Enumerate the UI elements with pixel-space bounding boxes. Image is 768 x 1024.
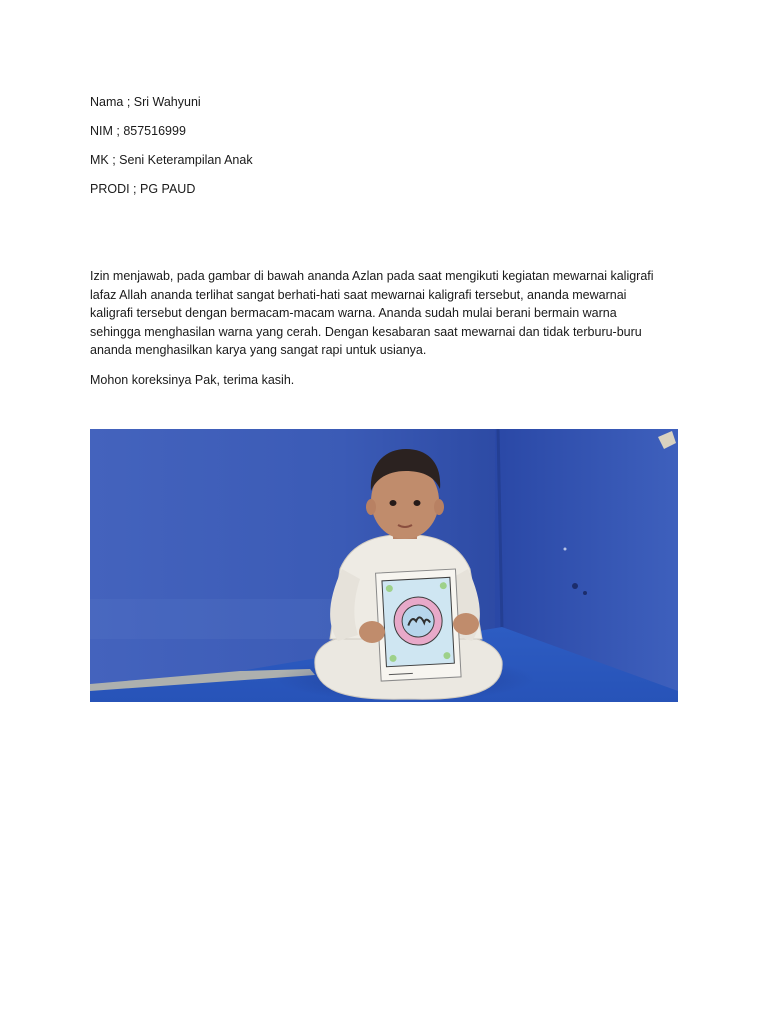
wall-spot: [564, 548, 567, 551]
calligraphy-paper: [376, 569, 462, 681]
child-right-hand: [453, 613, 479, 635]
paragraph-line: sehingga menghasilan warna yang cerah. Dengan kesabaran saat mewarnai dan tidak terburu-buru: [90, 324, 642, 339]
photo-illustration: [90, 429, 678, 702]
child-left-hand: [359, 621, 385, 643]
closing-note: Mohon koreksinya Pak, terima kasih.: [90, 373, 295, 387]
paragraph-line: Izin menjawab, pada gambar di bawah ananda Azlan pada saat mengikuti kegiatan mewarnai kaligrafi: [90, 269, 654, 283]
child-ear: [366, 499, 376, 515]
student-nim: NIM ; 857516999: [90, 124, 186, 138]
study-program: PRODI ; PG PAUD: [90, 182, 196, 196]
child-eye: [414, 500, 421, 506]
paragraph-line: lafaz Allah ananda terlihat sangat berhati-hati saat mewarnai kaligrafi tersebut, ananda mewarnai: [90, 287, 627, 302]
student-name: Nama ; Sri Wahyuni: [90, 95, 201, 109]
paragraph-line: ananda menghasilkan karya yang sangat rapi untuk usianya.: [90, 343, 427, 358]
wall-spot: [572, 583, 578, 589]
course-name: MK ; Seni Keterampilan Anak: [90, 153, 253, 167]
photo-child-with-calligraphy: [90, 429, 678, 702]
child-eye: [390, 500, 397, 506]
wall-spot: [583, 591, 587, 595]
paragraph-line: kaligrafi tersebut dengan bermacam-macam warna. Ananda sudah mulai berani bermain warna: [90, 306, 617, 321]
child-ear: [434, 499, 444, 515]
answer-paragraph: [90, 267, 680, 360]
